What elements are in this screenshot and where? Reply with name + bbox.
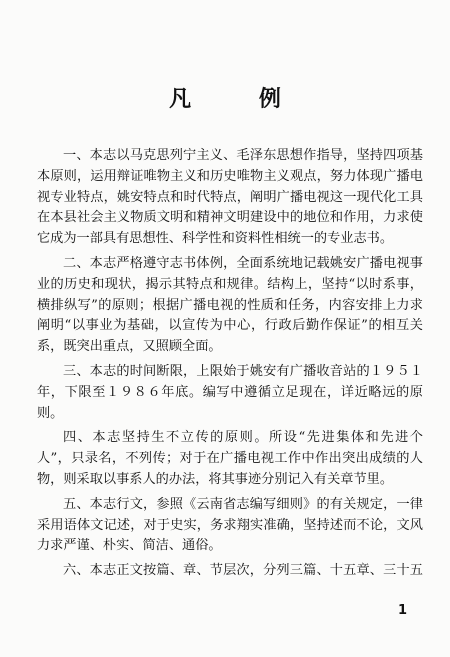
text-line: 四、本志坚持生不立传的原则。所设“先进集体和先进个 xyxy=(63,430,423,446)
text-line: 系，既突出重点，又照顾全面。 xyxy=(37,339,222,355)
text-line: 横排纵写”的原则；根据广播电视的性质和任务，内容安排上力求 xyxy=(37,297,423,313)
paragraph-4 xyxy=(37,428,423,490)
text-line: 业的历史和现状，揭示其特点和规律。结构上，坚持“以时系事， xyxy=(37,276,423,292)
text-line: 物，则采取以事系人的办法，将其事迹分别记入有关章节里。 xyxy=(37,471,394,487)
text-line: 五、本志行文，参照《云南省志编写细则》的有关规定，一律 xyxy=(63,496,423,512)
text-line: 年，下限至１９８６年底。编写中遵循立足现在，详近略远的原 xyxy=(37,384,423,400)
text-line: 阐明“以事业为基础，以宣传为中心，行政后勤作保证”的相互关 xyxy=(37,318,423,334)
text-line: 一、本志以马克思列宁主义、毛泽东思想作指导，坚持四项基 xyxy=(63,148,423,163)
document-body xyxy=(37,146,423,586)
page-title: 凡 例 xyxy=(169,86,311,112)
paragraph-5 xyxy=(37,495,423,557)
text-line: 六、本志正文按篇、章、节层次，分列三篇、十五章、三十五 xyxy=(63,563,423,579)
text-line: 在本县社会主义物质文明和精神文明建设中的地位和作用，力求使 xyxy=(37,210,423,226)
text-line: 本原则，运用辩证唯物主义和历史唯物主义观点，努力体现广播电 xyxy=(37,168,423,184)
paragraph-1 xyxy=(37,146,423,250)
paragraph-2 xyxy=(37,254,423,358)
text-line: 采用语体文记述，对于史实，务求翔实准确，坚持述而不论，文风 xyxy=(37,517,423,533)
page-number: 1 xyxy=(398,603,408,618)
text-line: 人”，只录名，不列传；对于在广播电视工作中作出突出成绩的人 xyxy=(37,451,423,467)
text-line: 视专业特点，姚安特点和时代特点，阐明广播电视这一现代化工具 xyxy=(37,189,423,205)
text-line: 二、本志严格遵守志书体例，全面系统地记载姚安广播电视事 xyxy=(63,255,423,271)
text-line: 它成为一部具有思想性、科学性和资料性相统一的专业志书。 xyxy=(37,231,394,247)
paragraph-3 xyxy=(37,362,423,424)
text-line: 则。 xyxy=(37,405,64,421)
text-line: 力求严谨、朴实、简洁、通俗。 xyxy=(37,538,222,554)
paragraph-6 xyxy=(37,561,423,582)
text-line: 三、本志的时间断限，上限始于姚安有广播收音站的１９５１ xyxy=(63,363,423,379)
